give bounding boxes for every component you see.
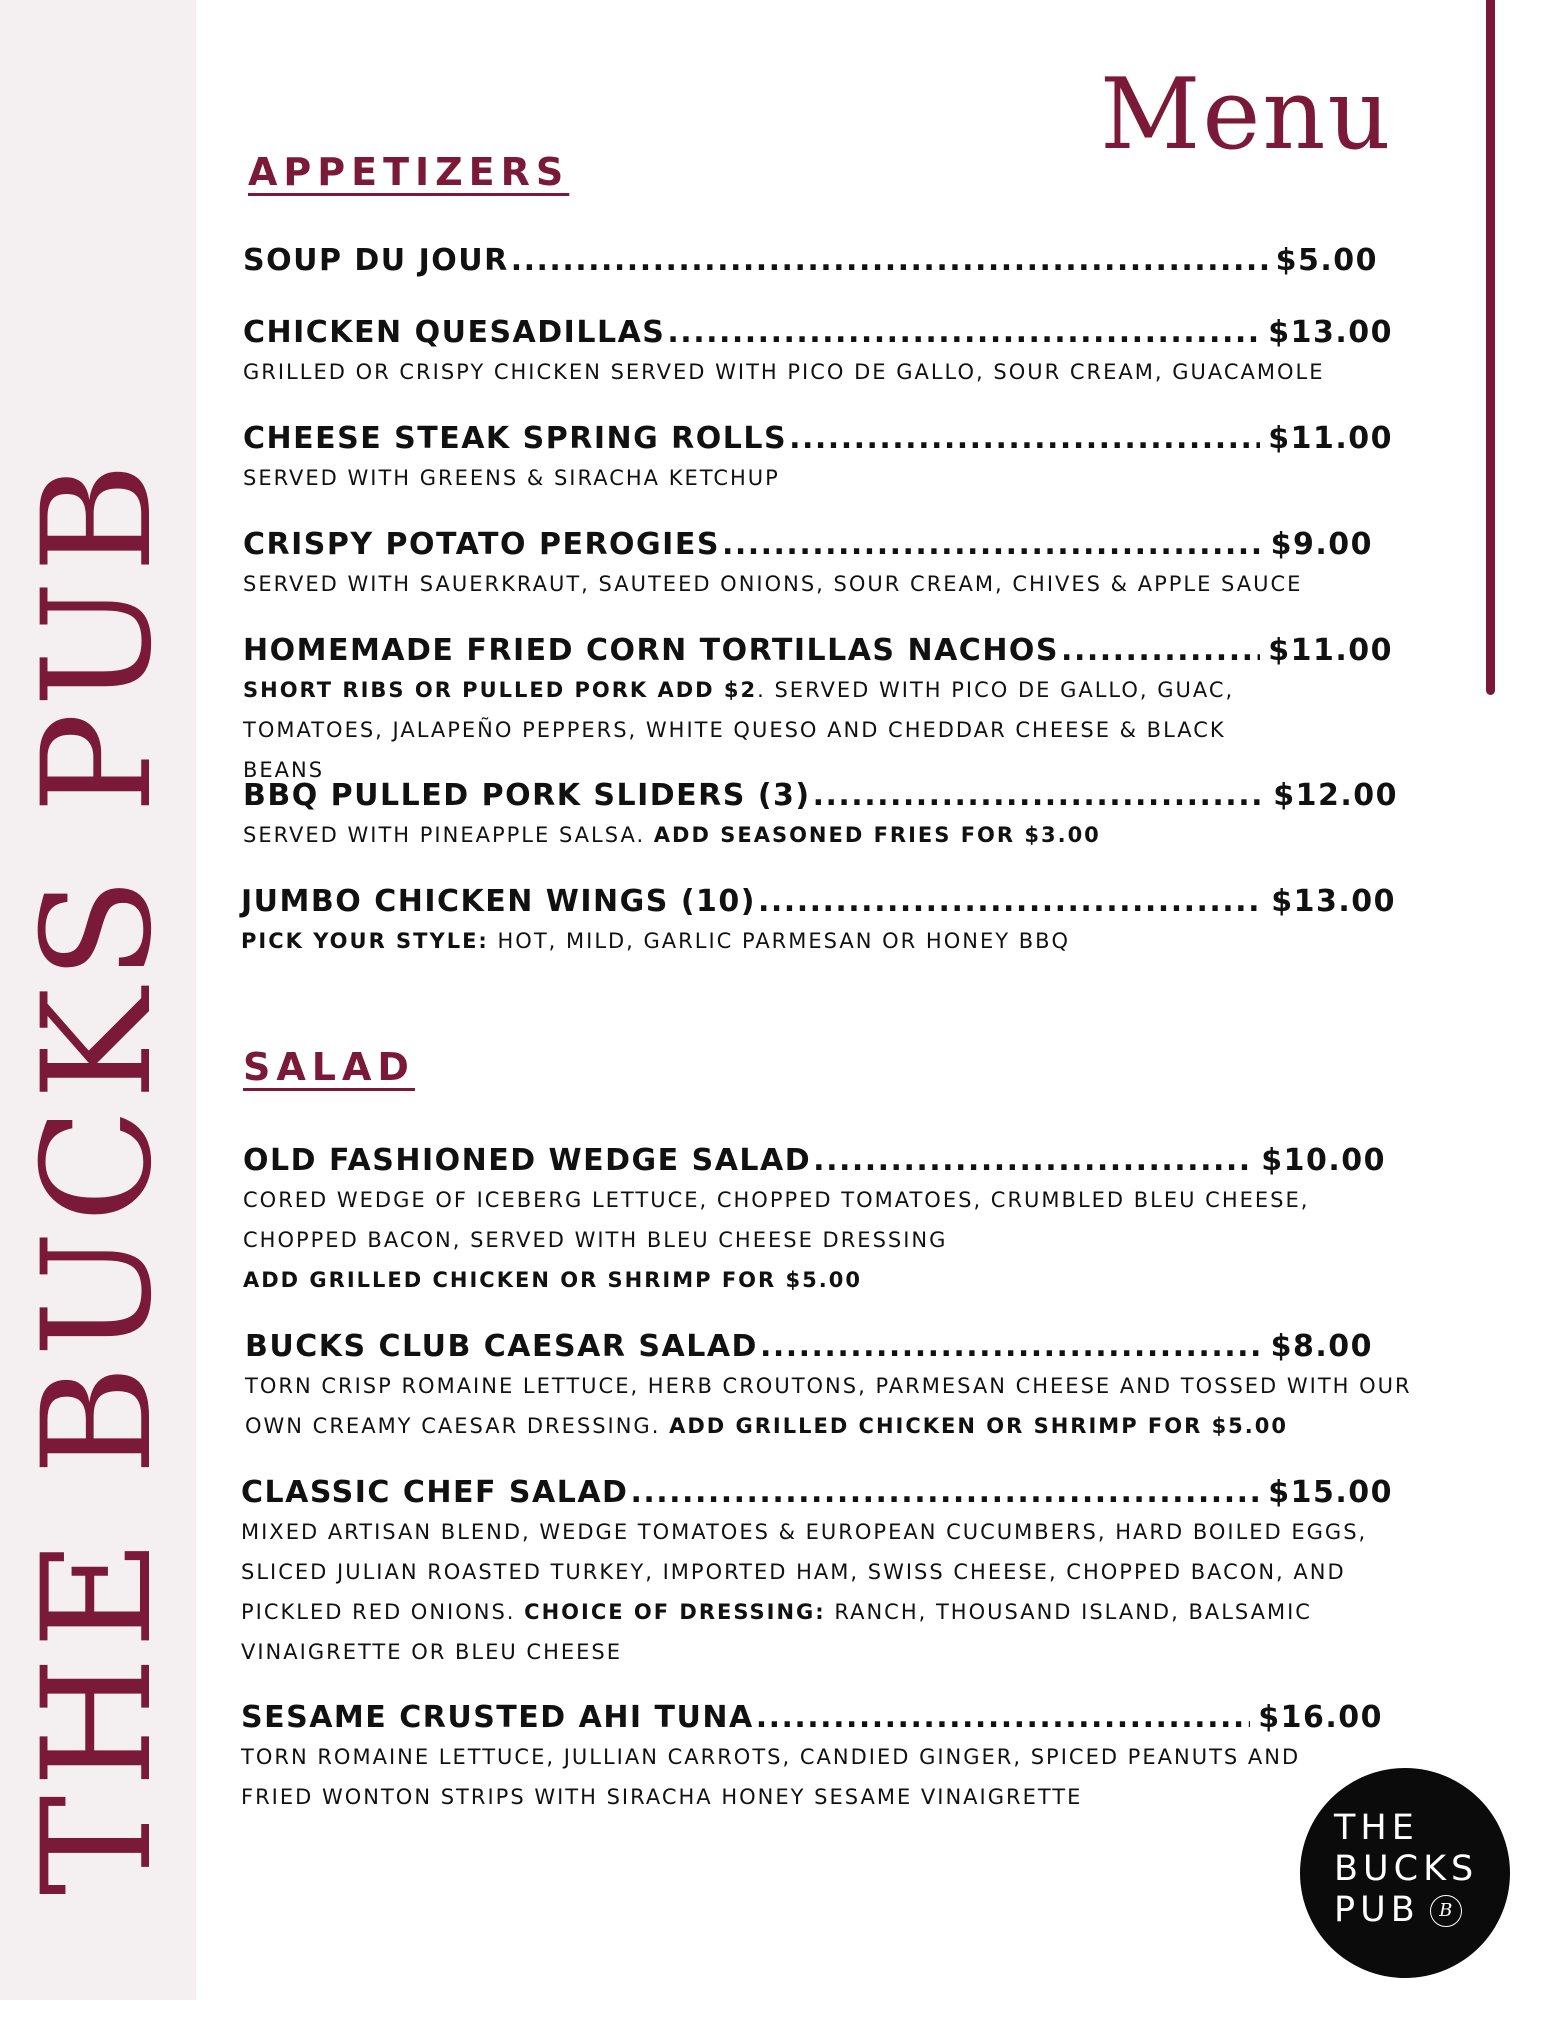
item-price: $9.00 — [1270, 527, 1373, 562]
menu-item — [243, 633, 1393, 790]
item-name: CRISPY POTATO PEROGIES — [243, 527, 720, 562]
sidebar-brand-text: THE BUCKS PUB — [11, 454, 185, 1896]
menu-item — [243, 778, 1398, 855]
item-price: $15.00 — [1268, 1475, 1393, 1510]
menu-item — [241, 1700, 1383, 1817]
item-price: $11.00 — [1268, 421, 1393, 456]
menu-item — [243, 243, 1378, 278]
item-name: HOMEMADE FRIED CORN TORTILLAS NACHOS — [243, 633, 1060, 668]
item-name: CHEESE STEAK SPRING ROLLS — [243, 421, 788, 456]
menu-item — [241, 1475, 1393, 1672]
item-price: $16.00 — [1258, 1700, 1383, 1735]
menu-item — [245, 1329, 1412, 1446]
sidebar-band — [0, 0, 196, 2000]
item-name: BUCKS CLUB CAESAR SALAD — [245, 1329, 758, 1364]
logo-line: BUCKS — [1334, 1849, 1479, 1889]
item-description: MIXED ARTISAN BLEND, WEDGE TOMATOES & EUROPEAN CUCUMBERS, HARD BOILED EGGS, SLICED JULIAN ROASTED TURKEY, IMPORTED HAM, SWISS CHEESE, CHOPPED BACON, AND PICKLED RED ONIONS. CHOICE OF DRESSING: RANCH, THOUSAND ISLAND, BALSAMIC VINAIGRETTE OR BLEU CHEESE — [241, 1520, 1368, 1664]
brand-logo — [1300, 1768, 1510, 1978]
item-price: $11.00 — [1268, 633, 1393, 668]
logo-line: THE — [1334, 1808, 1419, 1848]
section-heading-salad: SALAD — [243, 1045, 415, 1089]
item-price: $13.00 — [1268, 315, 1393, 350]
item-name: BBQ PULLED PORK SLIDERS (3) — [243, 778, 811, 813]
item-description: TORN CRISP ROMAINE LETTUCE, HERB CROUTONS, PARMESAN CHEESE AND TOSSED WITH OUR OWN CREAMY CAESAR DRESSING. ADD GRILLED CHICKEN OR SHRIMP FOR $5.00 — [245, 1374, 1412, 1438]
menu-item — [243, 421, 1393, 498]
page-title: Menu — [1100, 58, 1393, 172]
item-name: CHICKEN QUESADILLAS — [243, 315, 666, 350]
item-name: SOUP DU JOUR — [243, 243, 509, 278]
menu-item — [243, 1143, 1386, 1300]
item-price: $13.00 — [1271, 884, 1396, 919]
item-description: SERVED WITH GREENS & SIRACHA KETCHUP — [243, 466, 780, 490]
item-name: CLASSIC CHEF SALAD — [241, 1475, 629, 1510]
item-description: TORN ROMAINE LETTUCE, JULLIAN CARROTS, CANDIED GINGER, SPICED PEANUTS AND FRIED WONTON STRIPS WITH SIRACHA HONEY SESAME VINAIGRETTE — [241, 1745, 1301, 1809]
item-description: PICK YOUR STYLE: HOT, MILD, GARLIC PARMESAN OR HONEY BBQ — [241, 929, 1071, 953]
item-price: $10.00 — [1261, 1143, 1386, 1178]
item-description: SERVED WITH PINEAPPLE SALSA. ADD SEASONED FRIES FOR $3.00 — [243, 823, 1101, 847]
item-description: SERVED WITH SAUERKRAUT, SAUTEED ONIONS, SOUR CREAM, CHIVES & APPLE SAUCE — [243, 572, 1303, 596]
menu-item — [243, 315, 1393, 392]
item-price: $12.00 — [1273, 778, 1398, 813]
item-name: OLD FASHIONED WEDGE SALAD — [243, 1143, 812, 1178]
monogram-icon: B — [1430, 1895, 1462, 1927]
item-name: JUMBO CHICKEN WINGS (10) — [241, 884, 756, 919]
item-description: GRILLED OR CRISPY CHICKEN SERVED WITH PICO DE GALLO, SOUR CREAM, GUACAMOLE — [243, 360, 1325, 384]
item-description: CORED WEDGE OF ICEBERG LETTUCE, CHOPPED TOMATOES, CRUMBLED BLEU CHEESE, CHOPPED BACON, SERVED WITH BLEU CHEESE DRESSING ADD GRILLED CHICKEN OR SHRIMP FOR $5.00 — [243, 1188, 1310, 1292]
item-price: $5.00 — [1275, 243, 1378, 278]
menu-item — [243, 527, 1373, 604]
item-name: SESAME CRUSTED AHI TUNA — [241, 1700, 754, 1735]
item-description: SHORT RIBS OR PULLED PORK ADD $2. SERVED WITH PICO DE GALLO, GUAC, TOMATOES, JALAPEÑO PEPPERS, WHITE QUESO AND CHEDDAR CHEESE & BLACK BEANS — [243, 678, 1235, 782]
menu-item — [241, 884, 1396, 961]
accent-vertical-line — [1486, 0, 1495, 695]
section-heading-appetizers: APPETIZERS — [248, 150, 570, 194]
item-price: $8.00 — [1270, 1329, 1373, 1364]
logo-line: PUB — [1334, 1890, 1420, 1930]
